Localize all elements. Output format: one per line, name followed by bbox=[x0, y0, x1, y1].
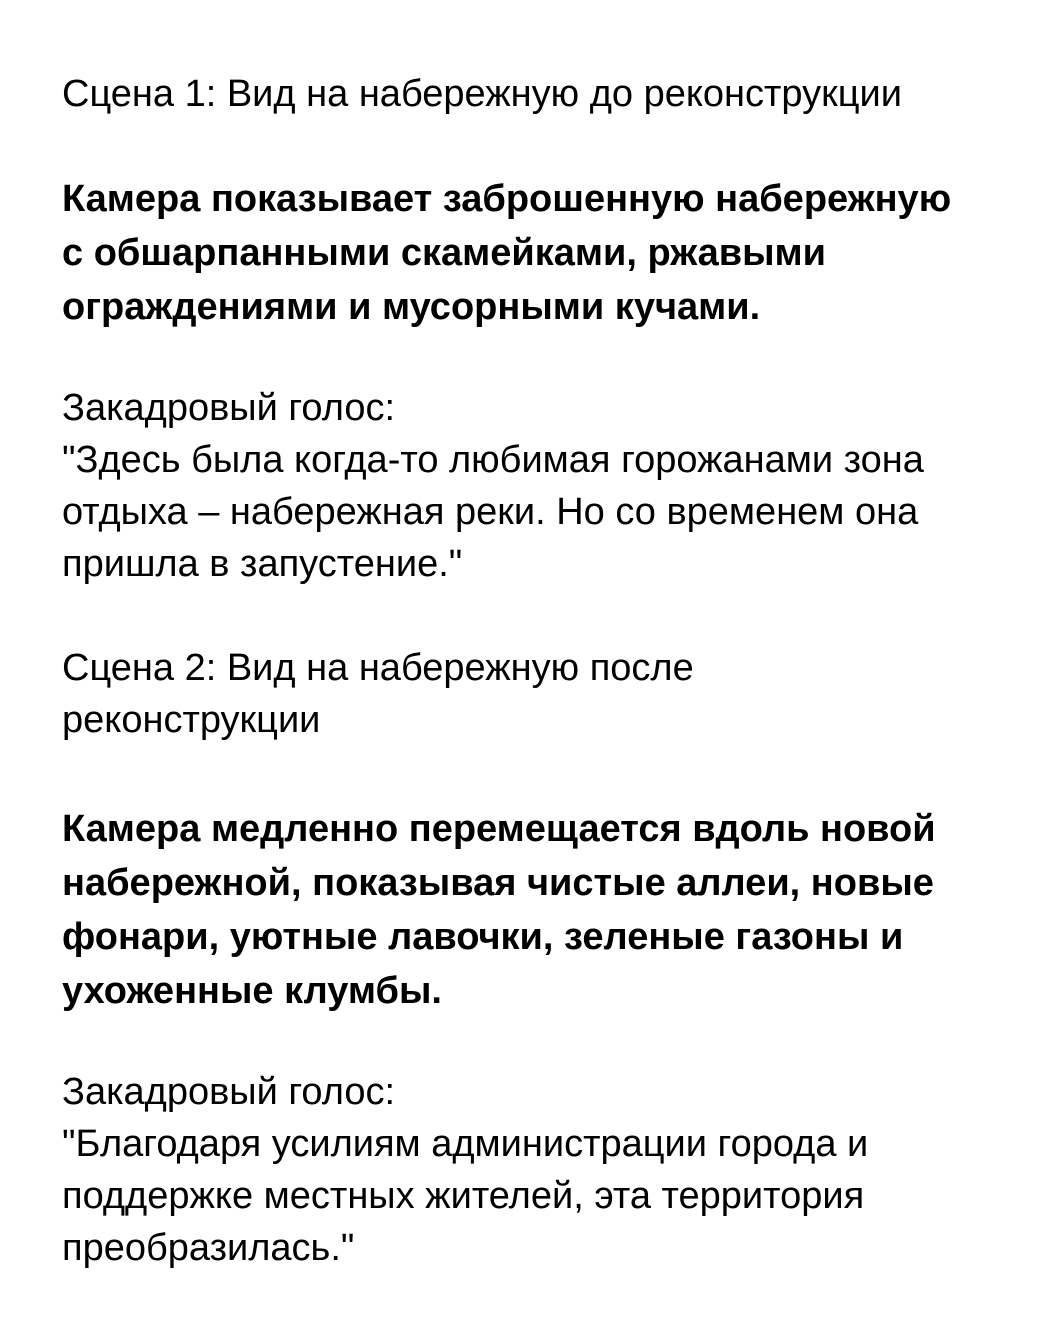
scene-2-heading-line: реконструкции bbox=[62, 699, 321, 741]
scene-2-description-line: фонари, уютные лавочки, зеленые газоны и bbox=[62, 916, 904, 958]
scene-1-heading bbox=[62, 68, 1037, 120]
scene-2-heading bbox=[62, 642, 1037, 746]
scene-1-description-line: с обшарпанными скамейками, ржавыми bbox=[62, 232, 827, 274]
scene-2-description-line: ухоженные клумбы. bbox=[62, 970, 442, 1012]
scene-1-voiceover-line: "Здесь была когда-то любимая горожанами зона bbox=[62, 439, 924, 481]
spacer bbox=[62, 746, 1037, 802]
scene-1-voiceover-label: Закадровый голос: bbox=[62, 387, 396, 429]
spacer bbox=[62, 334, 1037, 382]
scene-1-voiceover-line: отдыха – набережная реки. Но со временем она bbox=[62, 491, 919, 533]
scene-2-camera-description bbox=[62, 802, 1037, 1018]
scene-1-voiceover bbox=[62, 382, 1037, 590]
scene-1-voiceover-line: пришла в запустение." bbox=[62, 543, 463, 585]
scene-2-voiceover bbox=[62, 1066, 1037, 1274]
scene-1-camera-description bbox=[62, 172, 1037, 334]
script-document bbox=[62, 68, 1037, 1274]
spacer bbox=[62, 590, 1037, 642]
scene-1-description-line: Камера показывает заброшенную набережную bbox=[62, 178, 952, 220]
scene-2-voiceover-label: Закадровый голос: bbox=[62, 1071, 396, 1113]
scene-2-description-line: Камера медленно перемещается вдоль новой bbox=[62, 808, 936, 850]
scene-2-voiceover-line: поддержке местных жителей, эта территория bbox=[62, 1175, 865, 1217]
scene-2-description-line: набережной, показывая чистые аллеи, новые bbox=[62, 862, 934, 904]
scene-1-description-line: ограждениями и мусорными кучами. bbox=[62, 286, 761, 328]
scene-2-voiceover-line: преобразилась." bbox=[62, 1227, 355, 1269]
scene-1-heading-text: Сцена 1: Вид на набережную до реконструкции bbox=[62, 73, 902, 115]
scene-2-voiceover-line: "Благодаря усилиям администрации города и bbox=[62, 1123, 869, 1165]
spacer bbox=[62, 1018, 1037, 1066]
spacer bbox=[62, 120, 1037, 172]
scene-2-heading-line: Сцена 2: Вид на набережную после bbox=[62, 647, 694, 689]
